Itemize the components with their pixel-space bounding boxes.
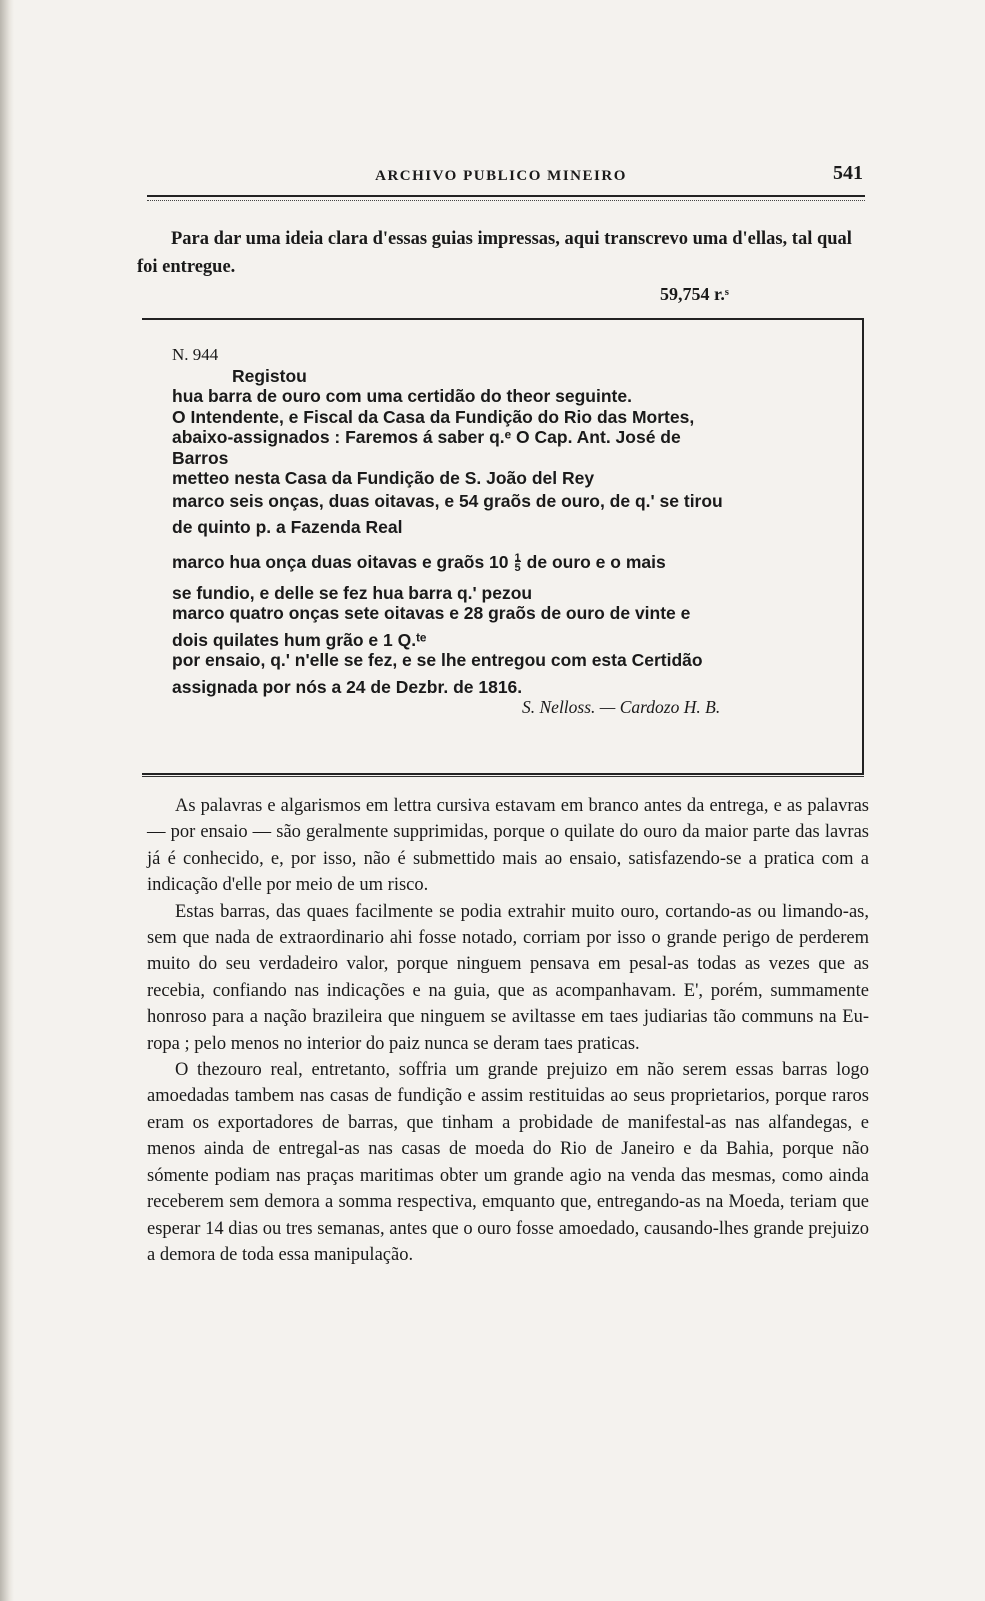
guia-number: N. 944 bbox=[172, 345, 219, 364]
guia-line: hua barra de ouro com uma certidão do theor seguinte. bbox=[172, 386, 632, 406]
fraction bbox=[515, 553, 521, 573]
guia-line: marco seis onças, duas oitavas, e 54 graõs de ouro, de q.' se tirou bbox=[172, 490, 723, 511]
header-rule bbox=[147, 195, 865, 201]
fraction-denominator: 5 bbox=[514, 561, 521, 574]
guia-line: abaixo-assignados : Faremos á saber q.ᵉ O Cap. Ant. José de bbox=[172, 427, 681, 447]
page-number: 541 bbox=[833, 162, 863, 184]
amount-label: 59,754 r.ˢ bbox=[660, 284, 729, 304]
guia-registered: Registou bbox=[232, 365, 307, 386]
guia-line-fraction bbox=[172, 552, 862, 573]
body-paragraph: As palavras e algarismos em lettra cursiva estavam em branco antes da entrega, e as palavras — por ensaio — são geralmente supprimidas, porque o quilate do ouro da maior parte das lavras já é conhecido, e, por isso, não é submettido mais ao ensaio, satisfazendo-se a pratica com a indicação d'elle por meio de um risco. bbox=[147, 796, 869, 896]
guia-line: se fundio, e delle se fez hua barra q.' pezou bbox=[172, 582, 533, 603]
guia-line: O Intendente, e Fiscal da Casa da Fundição do Rio das Mortes, bbox=[172, 406, 695, 427]
guia-line: marco quatro onças sete oitavas e 28 graõs de ouro de vinte e bbox=[172, 603, 691, 624]
intro-paragraph bbox=[137, 225, 865, 281]
guia-transcription bbox=[172, 345, 862, 718]
body-paragraph: O thezouro real, entretanto, soffria um grande prejuizo em não serem essas barras logo amoedadas tambem nas casas de fundição e assim restituidas ao seus proprietarios, porque raros eram os exportadores de barras, que tinham a probidade de manifestal-as nas alfandegas, e menos ainda de entregal-as nas casas de moeda do Rio de Janeiro e da Bahia, porque não sómente podiam nas praças maritimas obter um grande agio na venda das mesmas, como ainda receberem sem demora a somma respectiva, emquanto que, entregando-as na Moeda, teriam que esperar 14 dias ou tres semanas, antes que o ouro fosse amoedado, causando-lhes grande prejuizo a demora de toda essa manipulação. bbox=[147, 1060, 869, 1265]
fraction-numerator: 1 bbox=[514, 551, 521, 564]
guia-line: de quinto p. a Fazenda Real bbox=[172, 517, 403, 537]
fraction-after: de ouro e o mais bbox=[526, 551, 666, 572]
guia-line: assignada por nós a 24 de Dezbr. de 1816. bbox=[172, 676, 523, 697]
guia-bottom-rule bbox=[142, 776, 864, 777]
body-text bbox=[147, 793, 869, 1268]
guia-signature: S. Nelloss. — Cardozo H. B. bbox=[522, 697, 721, 718]
guia-line: Barros bbox=[172, 447, 229, 468]
guia-line: dois quilates hum grão e 1 Q.ᵗᵉ bbox=[172, 629, 427, 650]
page-header bbox=[137, 160, 865, 190]
page-binding-edge bbox=[0, 0, 14, 1601]
fraction-before: marco hua onça duas oitavas e graõs 10 bbox=[172, 551, 509, 572]
intro-text: Para dar uma ideia clara d'essas guias impressas, aqui transcrevo uma d'ellas, tal qual foi entregue. bbox=[137, 229, 852, 277]
guia-line: por ensaio, q.' n'elle se fez, e se lhe entregou com esta Certidão bbox=[172, 650, 703, 671]
running-title: ARCHIVO PUBLICO MINEIRO bbox=[375, 168, 627, 184]
body-paragraph: Estas barras, das quaes facilmente se podia extrahir muito ouro, cortando-as ou limando-as, sem que nada de extraordinario ahi fosse notado, corriam por isso o grande perigo de perderem muito do seu verdadeiro valor, porque ninguem pensava em pesal-as todas as vezes que as recebia, confiando nas indicações e na guia, que as acompanhavam. E', porém, summamente honroso para a nação brazileira que ninguem se aviltasse em taes judiarias tão communs na Europa ; pelo menos no interior do paiz nunca se deram taes praticas. bbox=[147, 901, 869, 1054]
guia-line: metteo nesta Casa da Fundição de S. João del Rey bbox=[172, 468, 595, 488]
